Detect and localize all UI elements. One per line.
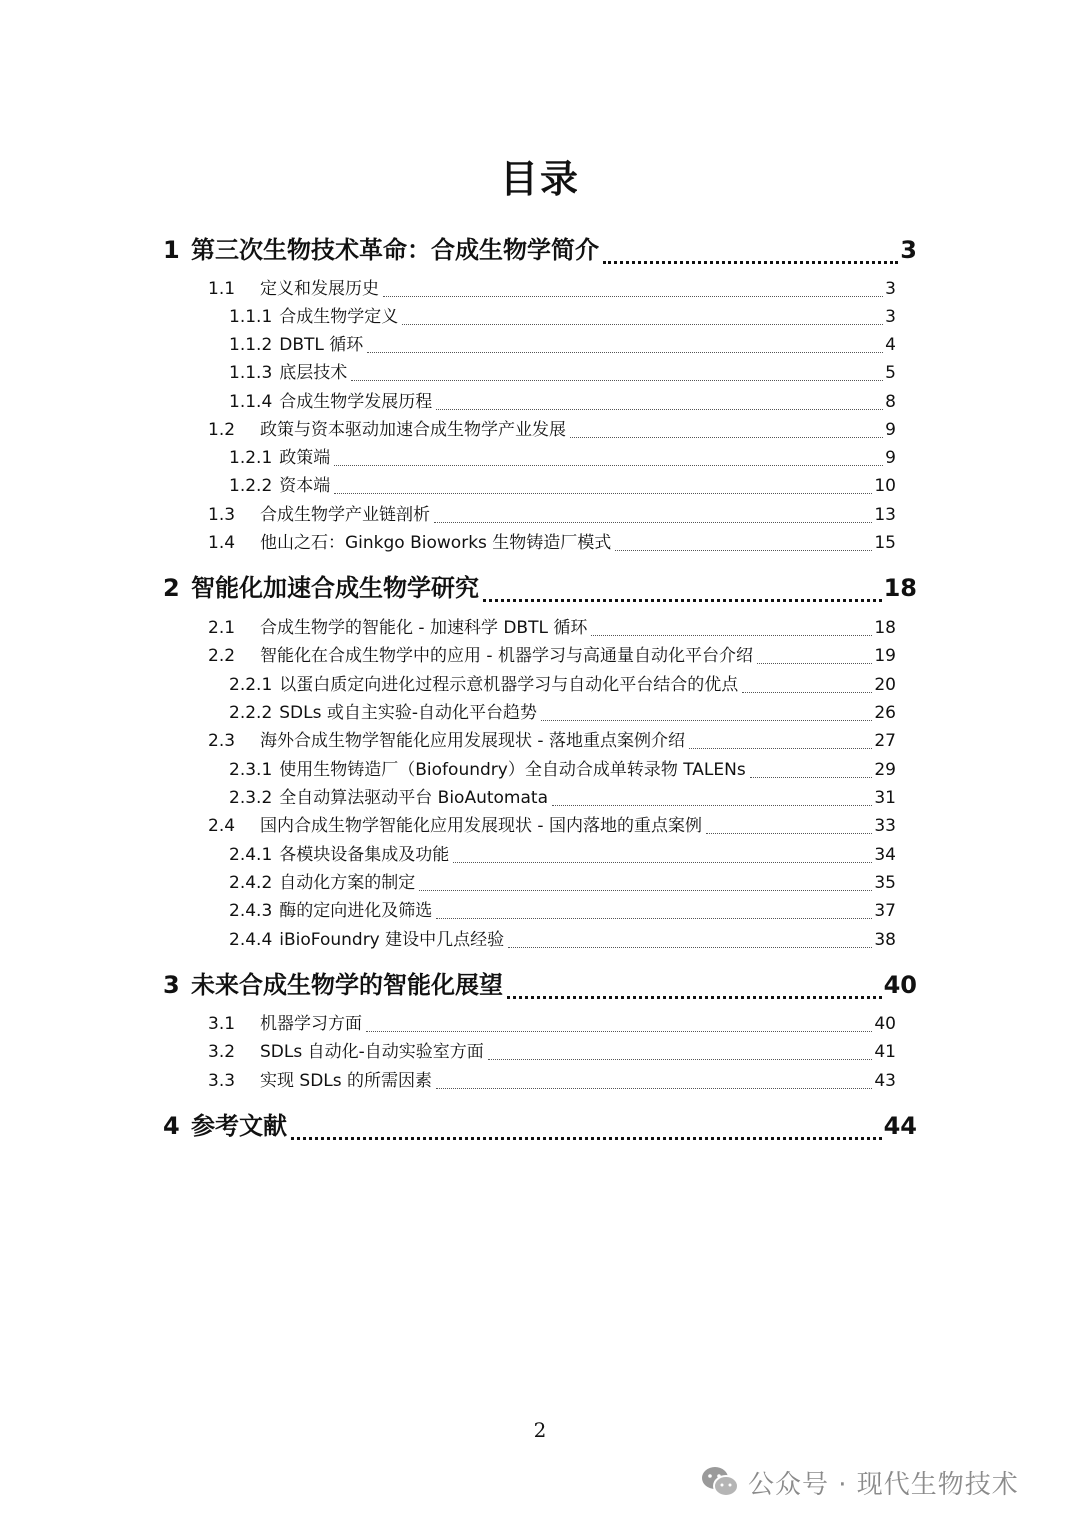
toc-entry[interactable]: [208, 415, 896, 443]
toc-entry-number: 2.4.4: [229, 930, 273, 950]
toc-entry-page: 13: [874, 505, 896, 525]
toc-entry-number: 1.1.3: [229, 363, 273, 383]
toc-dot-leader: [689, 748, 872, 749]
toc-entry[interactable]: [229, 302, 896, 330]
toc-entry-title: 参考文献: [191, 1112, 287, 1140]
toc-entry-page: 20: [874, 675, 896, 695]
toc-entry-title: 使用生物铸造厂（Biofoundry）全自动合成单转录物 TALENs: [279, 760, 746, 780]
toc-entry-page: 35: [874, 873, 896, 893]
toc-entry[interactable]: [208, 641, 896, 669]
toc-entry-title: 定义和发展历史: [260, 279, 379, 299]
toc-entry-title: 自动化方案的制定: [279, 873, 416, 893]
toc-entry-page: 43: [874, 1071, 896, 1091]
page-number: 2: [533, 1418, 547, 1442]
toc-dot-leader: [436, 409, 883, 410]
toc-entry-number: 3.2: [208, 1042, 236, 1062]
toc-entry-number: 1.1.1: [229, 307, 273, 327]
toc-entry-page: 29: [874, 760, 896, 780]
toc-entry-title: 智能化加速合成生物学研究: [191, 574, 479, 602]
toc-dot-leader: [552, 805, 872, 806]
toc-entry-number: 2.4.2: [229, 873, 273, 893]
toc-entry-number: 3.3: [208, 1071, 236, 1091]
toc-dot-leader: [334, 465, 883, 466]
toc-entry-title: 实现 SDLs 的所需因素: [260, 1071, 433, 1091]
toc-entry[interactable]: [229, 868, 896, 896]
toc-entry[interactable]: [229, 670, 896, 698]
toc-entry-number: 2.4.3: [229, 901, 273, 921]
toc-entry-title: 政策端: [279, 448, 331, 468]
toc-entry[interactable]: [229, 840, 896, 868]
toc-entry[interactable]: [163, 568, 917, 608]
toc-entry-title: SDLs 自动化-自动实验室方面: [260, 1042, 484, 1062]
toc-entry-page: 10: [874, 476, 896, 496]
toc-dot-leader: [402, 324, 883, 325]
toc-entry-number: 2.4: [208, 816, 236, 836]
toc-entry[interactable]: [208, 274, 896, 302]
toc-entry-page: 18: [883, 574, 917, 602]
toc-entry-page: 15: [874, 533, 896, 553]
toc-entry[interactable]: [208, 726, 896, 754]
toc-dot-leader: [434, 522, 872, 523]
toc-entry-page: 9: [885, 448, 896, 468]
toc-entry[interactable]: [229, 330, 896, 358]
toc-dot-leader: [508, 947, 872, 948]
toc-dot-leader: [351, 380, 883, 381]
toc-entry[interactable]: [208, 1009, 896, 1037]
toc-entry[interactable]: [229, 443, 896, 471]
toc-entry-title: 他山之石：Ginkgo Bioworks 生物铸造厂模式: [260, 533, 612, 553]
toc-entry-number: 1.2.1: [229, 448, 273, 468]
toc-entry[interactable]: [208, 1066, 896, 1094]
toc-entry-page: 40: [883, 971, 917, 999]
toc-entry-title: 智能化在合成生物学中的应用 - 机器学习与高通量自动化平台介绍: [260, 646, 753, 666]
toc-entry-title: 第三次生物技术革命：合成生物学简介: [191, 236, 599, 264]
toc-dot-leader: [436, 1088, 872, 1089]
toc-entry-number: 1.2.2: [229, 476, 273, 496]
toc-dot-leader: [591, 635, 872, 636]
toc-entry[interactable]: [208, 811, 896, 839]
toc-dot-leader: [742, 692, 872, 693]
toc-entry[interactable]: [208, 613, 896, 641]
toc-entry-page: 34: [874, 845, 896, 865]
toc-entry-title: 全自动算法驱动平台 BioAutomata: [279, 788, 548, 808]
toc-entry-page: 26: [874, 703, 896, 723]
toc-entry-number: 2.3: [208, 731, 236, 751]
toc-dot-leader: [570, 437, 883, 438]
toc-entry-title: 政策与资本驱动加速合成生物学产业发展: [260, 420, 566, 440]
toc-entry-number: 1.1.2: [229, 335, 273, 355]
toc-dot-leader: [507, 996, 882, 999]
toc-dot-leader: [453, 862, 872, 863]
toc-entry-title: 合成生物学发展历程: [279, 392, 433, 412]
toc-entry-title: DBTL 循环: [279, 335, 364, 355]
toc-title: 目录: [499, 157, 580, 201]
toc-entry-number: 2.2.2: [229, 703, 273, 723]
toc-entry-page: 19: [874, 646, 896, 666]
toc-entry-page: 40: [874, 1014, 896, 1034]
toc-entry-number: 2: [163, 574, 180, 602]
toc-entry-title: 合成生物学产业链剖析: [260, 505, 430, 525]
toc-entry-page: 27: [874, 731, 896, 751]
toc-entry-number: 2.3.2: [229, 788, 273, 808]
toc-entry-number: 1.3: [208, 505, 236, 525]
toc-dot-leader: [603, 261, 898, 264]
toc-entry-page: 3: [900, 236, 917, 264]
toc-entry-page: 5: [885, 363, 896, 383]
toc-entry-page: 4: [885, 335, 896, 355]
toc-entry-page: 3: [885, 279, 896, 299]
toc-entry[interactable]: [163, 1106, 917, 1146]
toc-entry-title: 未来合成生物学的智能化展望: [191, 971, 503, 999]
toc-entry-title: 合成生物学定义: [279, 307, 399, 327]
toc-entry-page: 18: [874, 618, 896, 638]
toc-entry-number: 1.1: [208, 279, 236, 299]
toc-entry[interactable]: [229, 783, 896, 811]
toc-entry-number: 2.3.1: [229, 760, 273, 780]
toc-entry-page: 8: [885, 392, 896, 412]
toc-entry[interactable]: [208, 528, 896, 556]
toc-entry-page: 37: [874, 901, 896, 921]
toc-entry-number: 3: [163, 971, 180, 999]
toc-entry-page: 41: [874, 1042, 896, 1062]
toc-entry[interactable]: [229, 896, 896, 924]
toc-entry[interactable]: [229, 387, 896, 415]
toc-entry-number: 3.1: [208, 1014, 236, 1034]
toc-entry-title: SDLs 或自主实验-自动化平台趋势: [279, 703, 538, 723]
toc-entry-number: 2.1: [208, 618, 236, 638]
toc-entry[interactable]: [229, 925, 896, 953]
toc-entry[interactable]: [208, 1037, 896, 1065]
toc-entry-page: 9: [885, 420, 896, 440]
toc-entry-number: 2.2: [208, 646, 236, 666]
toc-entry-number: 1: [163, 236, 180, 264]
toc-dot-leader: [419, 890, 872, 891]
toc-entry-title: 国内合成生物学智能化应用发展现状 - 国内落地的重点案例: [260, 816, 702, 836]
toc-entry-title: 底层技术: [279, 363, 348, 383]
toc-entry[interactable]: [229, 358, 896, 386]
toc-dot-leader: [334, 493, 872, 494]
toc-entry-number: 2.2.1: [229, 675, 273, 695]
toc-entry[interactable]: [163, 965, 917, 1005]
toc-entry-number: 1.2: [208, 420, 236, 440]
toc-entry-page: 38: [874, 930, 896, 950]
toc-entry-page: 33: [874, 816, 896, 836]
toc-dot-leader: [291, 1137, 882, 1140]
toc-dot-leader: [367, 352, 883, 353]
toc-entry-title: 以蛋白质定向进化过程示意机器学习与自动化平台结合的优点: [279, 675, 739, 695]
toc-entry-number: 4: [163, 1112, 180, 1140]
toc-dot-leader: [488, 1059, 873, 1060]
wechat-icon: [700, 1465, 740, 1499]
toc-entry-title: 各模块设备集成及功能: [279, 845, 450, 865]
toc-entry-title: 机器学习方面: [260, 1014, 362, 1034]
toc-entry-title: 合成生物学的智能化 - 加速科学 DBTL 循环: [260, 618, 588, 638]
toc-entry[interactable]: [229, 471, 896, 499]
toc-entry-title: 资本端: [279, 476, 331, 496]
toc-entry-page: 31: [874, 788, 896, 808]
toc-dot-leader: [483, 599, 882, 602]
toc-dot-leader: [541, 720, 872, 721]
toc-entry[interactable]: [163, 230, 917, 270]
toc-entry-page: 3: [885, 307, 896, 327]
toc-entry-number: 1.4: [208, 533, 236, 553]
toc-entry-page: 44: [883, 1112, 917, 1140]
toc-entry[interactable]: [229, 755, 896, 783]
toc-entry-title: 海外合成生物学智能化应用发展现状 - 落地重点案例介绍: [260, 731, 685, 751]
toc-dot-leader: [750, 777, 873, 778]
toc-dot-leader: [436, 918, 872, 919]
watermark: [700, 1462, 1019, 1502]
toc-entry[interactable]: [229, 698, 896, 726]
watermark-text: 公众号 · 现代生物技术: [748, 1469, 1019, 1500]
toc-entry-title: iBioFoundry 建设中几点经验: [279, 930, 505, 950]
toc-dot-leader: [615, 550, 872, 551]
toc-dot-leader: [366, 1031, 872, 1032]
toc-entry-number: 1.1.4: [229, 392, 273, 412]
toc-dot-leader: [757, 663, 872, 664]
toc-dot-leader: [706, 833, 872, 834]
toc-entry-title: 酶的定向进化及筛选: [279, 901, 433, 921]
toc-entry-number: 2.4.1: [229, 845, 273, 865]
toc-entry[interactable]: [208, 500, 896, 528]
toc-dot-leader: [383, 296, 883, 297]
